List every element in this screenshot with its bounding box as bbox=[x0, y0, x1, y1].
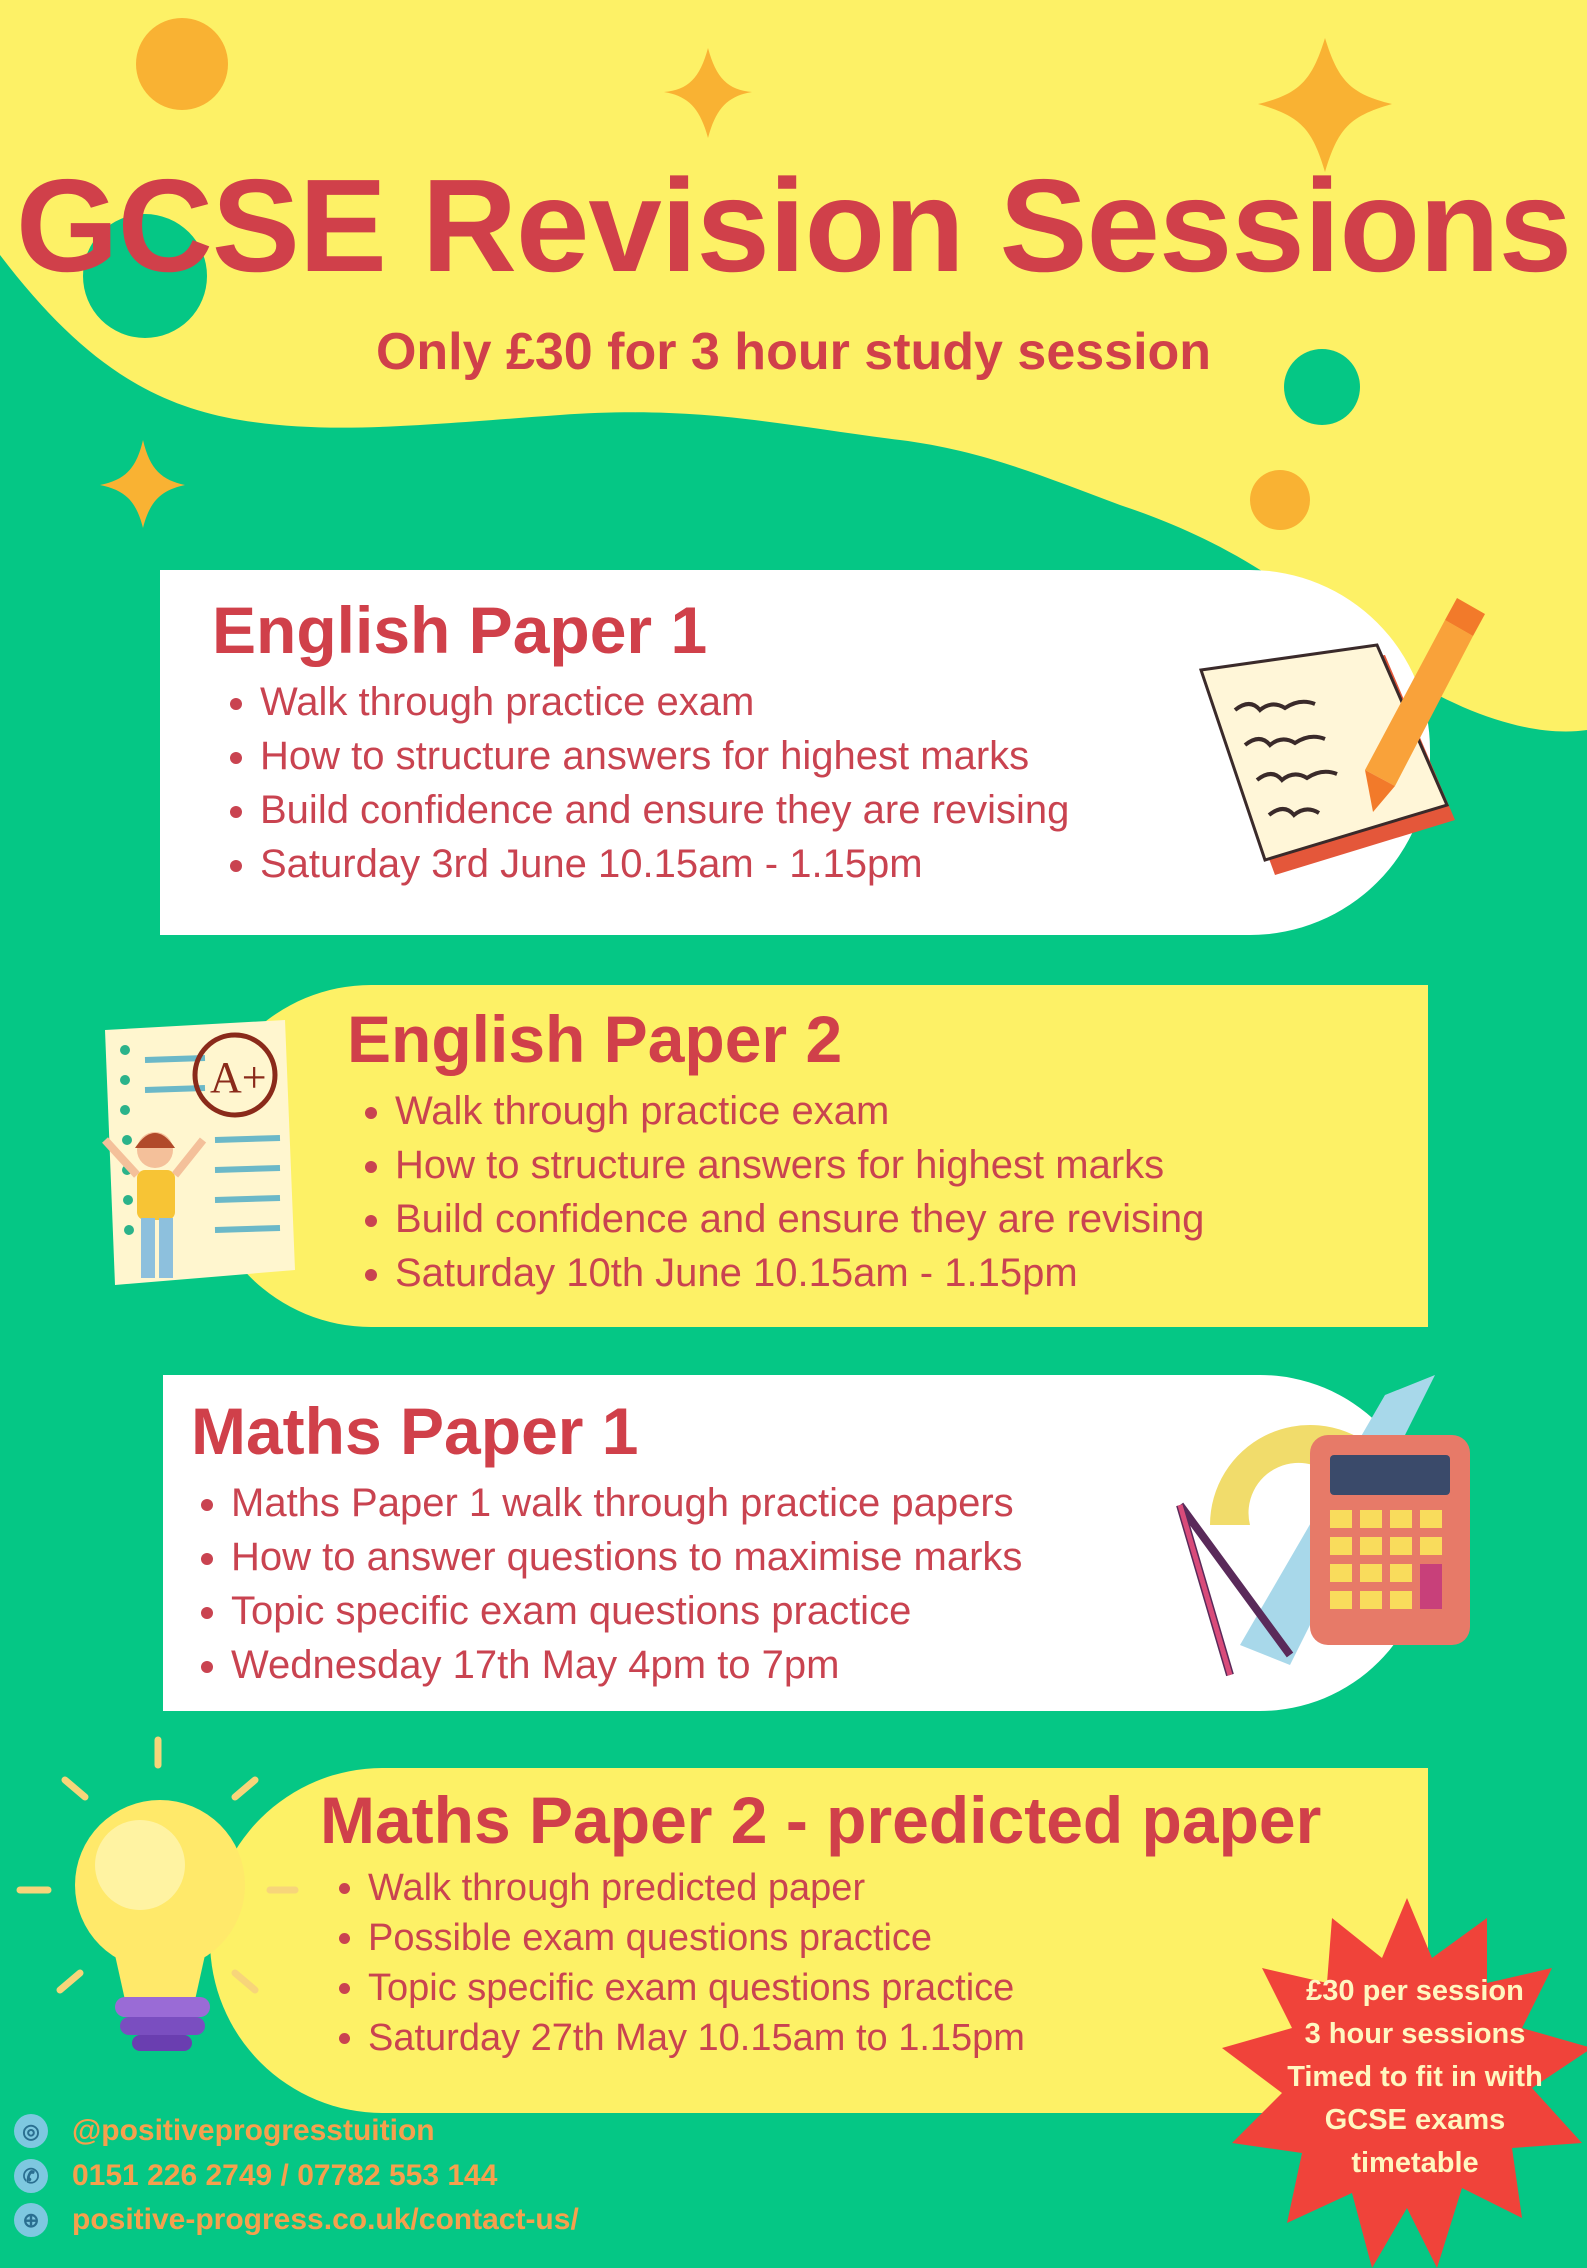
session-title: English Paper 1 bbox=[212, 593, 708, 667]
badge-line: GCSE exams bbox=[1324, 2104, 1506, 2136]
website-link[interactable]: positive-progress.co.uk/contact-us/ bbox=[72, 2203, 579, 2236]
contact-instagram[interactable] bbox=[14, 2114, 435, 2148]
calculator-compass-illustration bbox=[1170, 1375, 1480, 1685]
session-point: • Walk through predicted paper bbox=[368, 1863, 1428, 1913]
session-point: • Maths Paper 1 walk through practice papers bbox=[231, 1476, 1428, 1530]
lightbulb-illustration bbox=[10, 1735, 310, 2065]
phone-numbers[interactable]: 0151 226 2749 / 07782 553 144 bbox=[72, 2159, 498, 2192]
globe-icon: ⊕ bbox=[14, 2203, 48, 2237]
session-point: • Topic specific exam questions practice bbox=[231, 1584, 1428, 1638]
student-exam-paper-illustration bbox=[95, 1020, 305, 1310]
badge-line: 3 hour sessions bbox=[1304, 2018, 1526, 2050]
session-point: • Saturday 10th June 10.15am - 1.15pm bbox=[395, 1246, 1428, 1300]
session-point: • How to structure answers for highest marks bbox=[395, 1138, 1428, 1192]
session-point: • Possible exam questions practice bbox=[368, 1913, 1428, 1963]
contact-website[interactable] bbox=[14, 2203, 579, 2237]
orange-sparkle-decoration bbox=[100, 440, 185, 528]
instagram-icon: ◎ bbox=[14, 2114, 48, 2148]
session-point: • Walk through practice exam bbox=[260, 675, 1430, 729]
page-title: GCSE Revision Sessions bbox=[15, 152, 1572, 299]
badge-line: Timed to fit in with bbox=[1287, 2061, 1543, 2093]
session-card-english-paper-2 bbox=[200, 985, 1428, 1327]
session-point: • Wednesday 17th May 4pm to 7pm bbox=[231, 1638, 1428, 1692]
session-points bbox=[347, 1084, 1428, 1300]
session-point: • Saturday 27th May 10.15am to 1.15pm bbox=[368, 2013, 1428, 2063]
badge-line: timetable bbox=[1351, 2147, 1479, 2179]
price-badge-text bbox=[1240, 1970, 1587, 2185]
session-point: • Walk through practice exam bbox=[395, 1084, 1428, 1138]
orange-circle-decoration bbox=[136, 18, 228, 110]
notebook-pen-illustration bbox=[1195, 590, 1485, 890]
session-point: • Saturday 3rd June 10.15am - 1.15pm bbox=[260, 837, 1430, 891]
session-title: Maths Paper 1 bbox=[191, 1394, 639, 1468]
session-point: • Build confidence and ensure they are revising bbox=[260, 783, 1430, 837]
contact-phone[interactable] bbox=[14, 2159, 497, 2193]
phone-icon: ✆ bbox=[14, 2159, 48, 2193]
page-subtitle: Only £30 for 3 hour study session bbox=[375, 323, 1212, 381]
session-title: Maths Paper 2 - predicted paper bbox=[320, 1783, 1322, 1857]
session-point: • Topic specific exam questions practice bbox=[368, 1963, 1428, 2013]
session-point: • How to structure answers for highest marks bbox=[260, 729, 1430, 783]
orange-circle-decoration bbox=[1250, 470, 1310, 530]
instagram-handle[interactable]: @positiveprogresstuition bbox=[72, 2114, 435, 2147]
badge-line: £30 per session bbox=[1306, 1975, 1524, 2007]
session-point: • Build confidence and ensure they are revising bbox=[395, 1192, 1428, 1246]
session-point: • How to answer questions to maximise marks bbox=[231, 1530, 1428, 1584]
svg-text:A+: A+ bbox=[210, 1053, 267, 1102]
session-title: English Paper 2 bbox=[347, 1002, 843, 1076]
